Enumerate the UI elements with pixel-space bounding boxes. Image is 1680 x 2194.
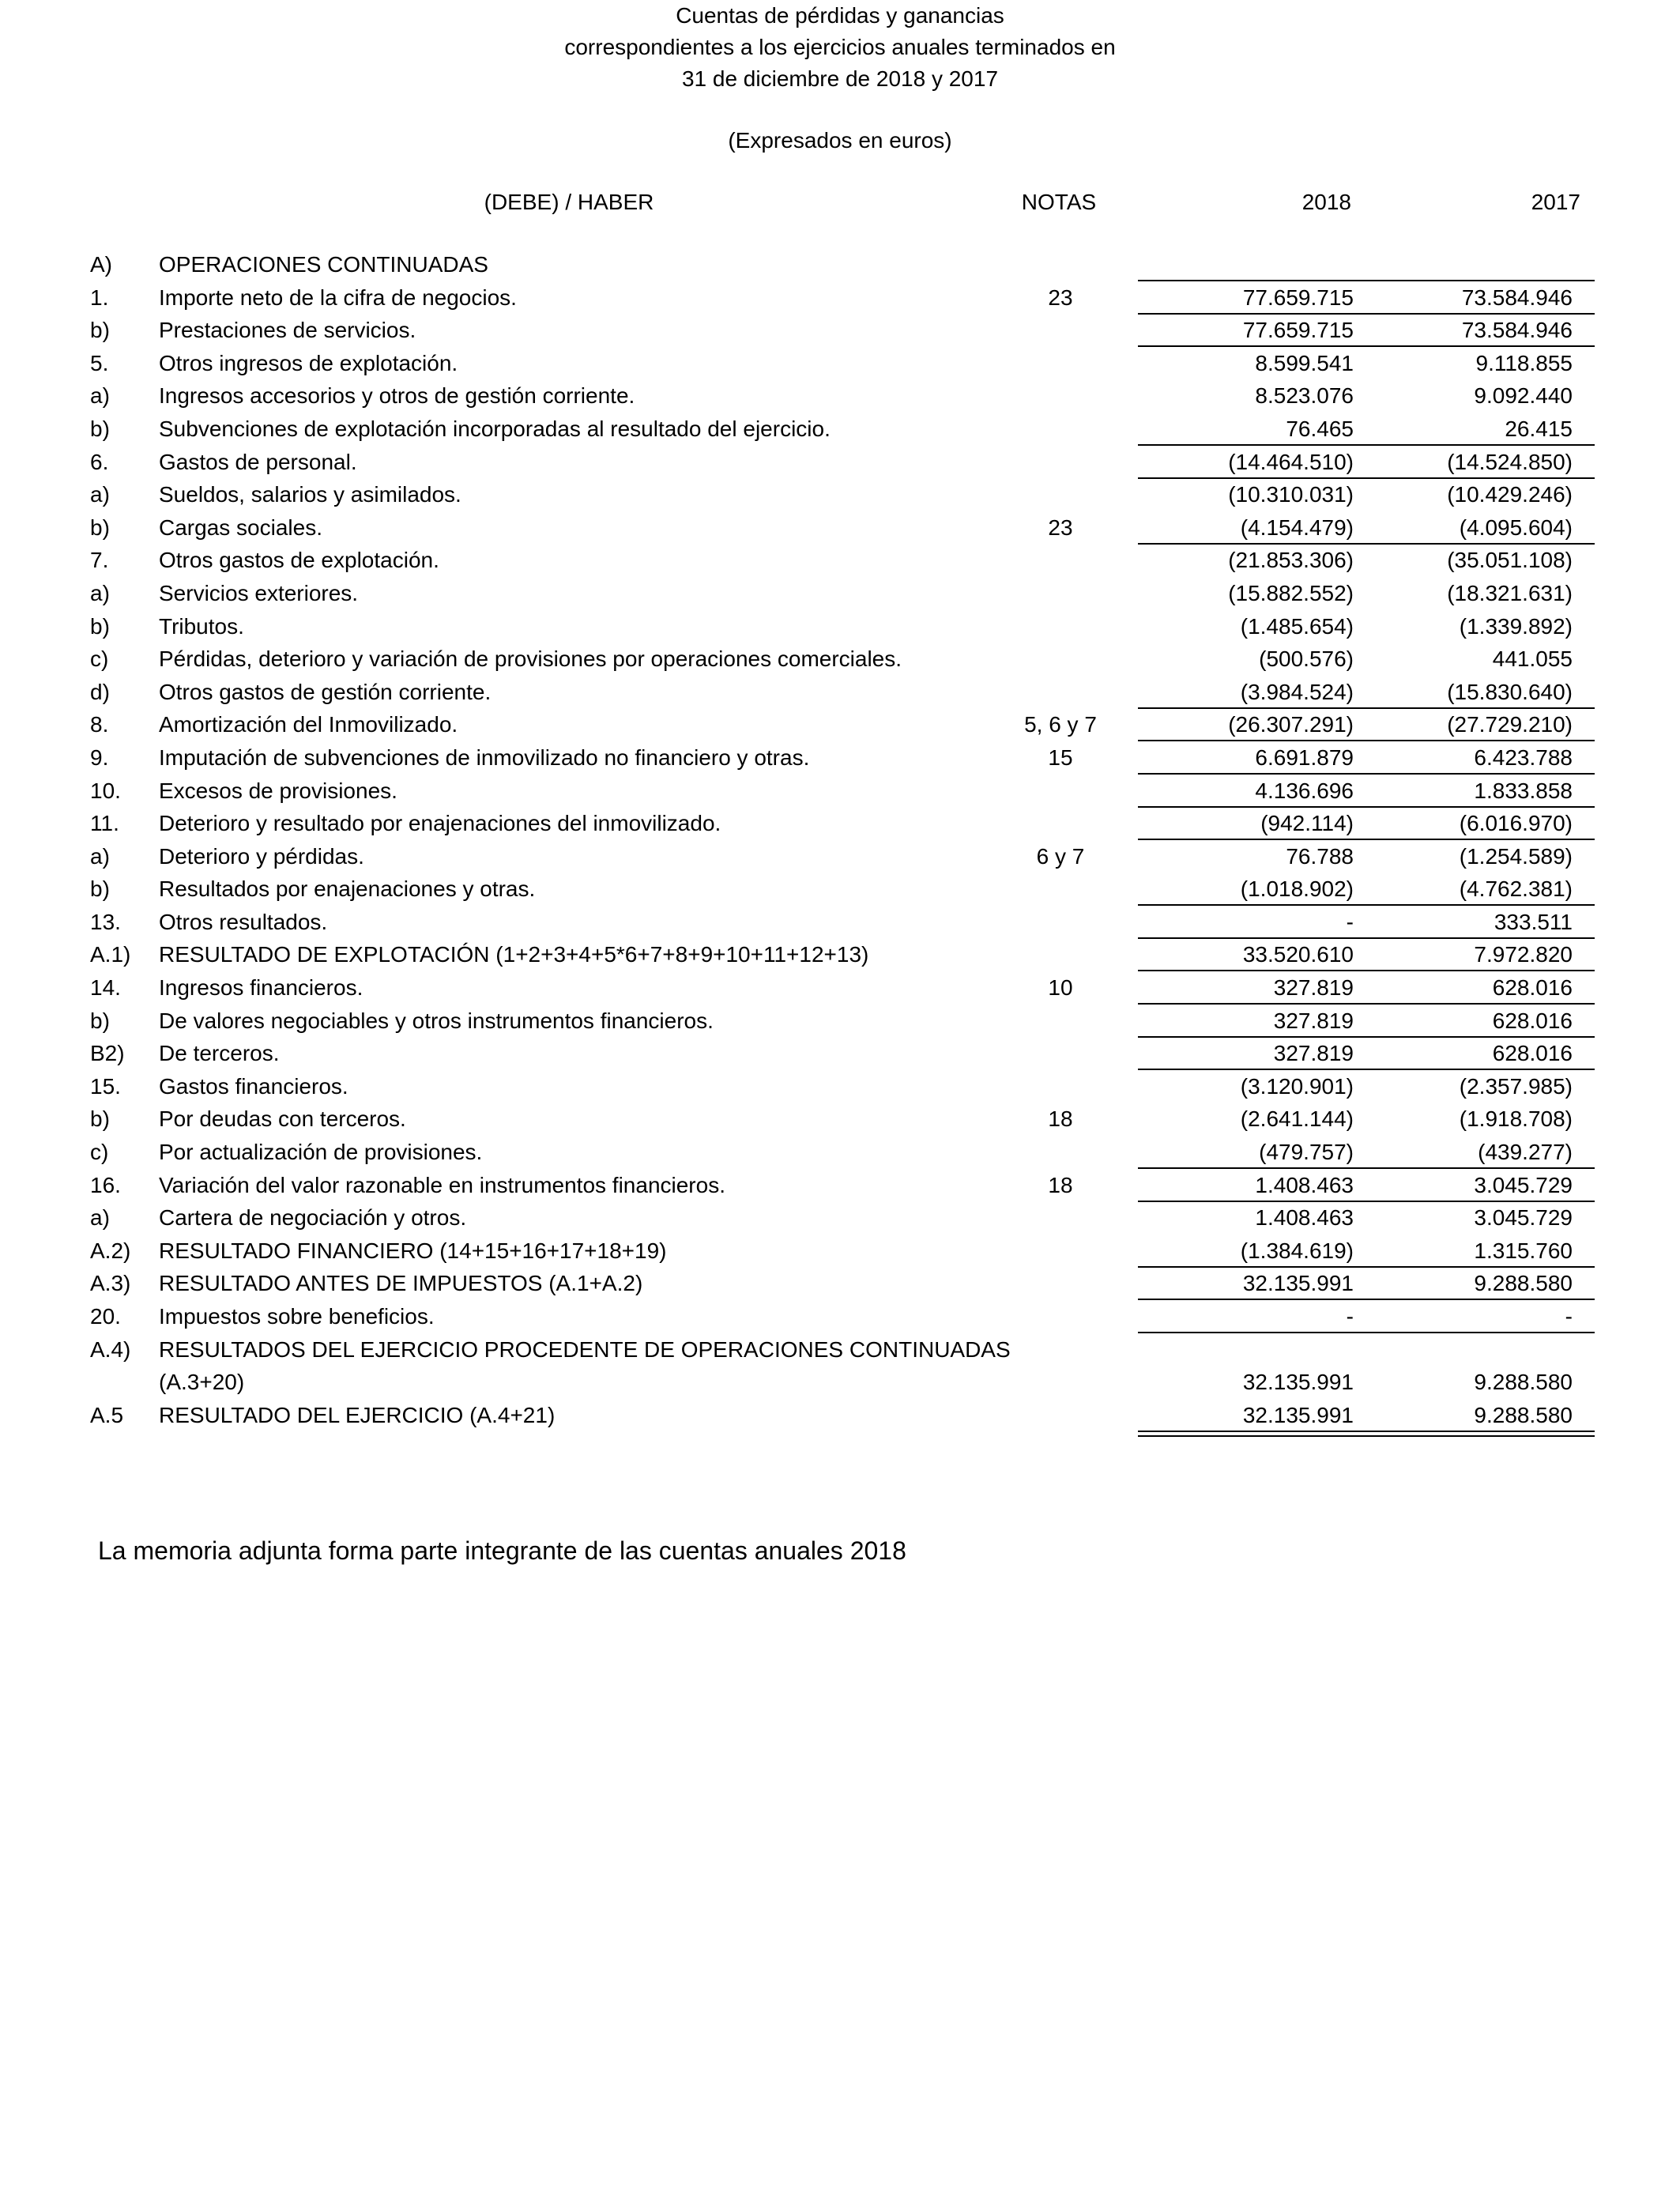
- row-value-2017: 9.118.855: [1475, 350, 1573, 375]
- row-value-2017: 441.055: [1492, 647, 1573, 672]
- row-code: a): [90, 843, 110, 869]
- rule-line: [1365, 1266, 1595, 1268]
- row-value-2018: 76.788: [1286, 843, 1354, 869]
- row-value-2017: 7.972.820: [1474, 942, 1573, 967]
- table-row: [0, 840, 1680, 873]
- row-value-2017: 6.423.788: [1474, 745, 1573, 770]
- rule-line: [1138, 1332, 1367, 1333]
- row-code: b): [90, 613, 110, 639]
- row-notas: 15: [1048, 745, 1073, 770]
- row-code: A.3): [90, 1271, 131, 1296]
- row-description: Deterioro y pérdidas.: [159, 843, 364, 869]
- rule-line: [1365, 839, 1595, 840]
- rule-line: [1365, 1167, 1595, 1169]
- table-row: [0, 577, 1680, 610]
- row-code: A.5: [90, 1402, 124, 1427]
- table-row: [0, 1333, 1680, 1399]
- row-description: Gastos financieros.: [159, 1073, 348, 1099]
- table-row: [0, 1235, 1680, 1268]
- row-value-2017: 628.016: [1492, 1008, 1573, 1033]
- row-value-2017: (15.830.640): [1447, 679, 1573, 704]
- rule-line: [1138, 444, 1367, 446]
- table-row: [0, 347, 1680, 380]
- rule-line: [1138, 970, 1367, 971]
- row-value-2018: (479.757): [1259, 1140, 1354, 1165]
- table-row: [0, 511, 1680, 545]
- row-value-2017: (4.095.604): [1459, 515, 1573, 540]
- rule-line: [1365, 477, 1595, 479]
- row-code: 10.: [90, 778, 121, 803]
- row-description: Imputación de subvenciones de inmovilizado no financiero y otras.: [159, 745, 810, 770]
- rule-line: [1138, 773, 1367, 775]
- table-row: [0, 413, 1680, 446]
- row-value-2017: 26.415: [1505, 416, 1573, 441]
- row-code: b): [90, 876, 110, 902]
- row-description: Deterioro y resultado por enajenaciones del inmovilizado.: [159, 811, 721, 836]
- row-description: RESULTADOS DEL EJERCICIO PROCEDENTE DE OPERACIONES CONTINUADAS (A.3+20): [159, 1336, 1011, 1395]
- rule-line: [1138, 740, 1367, 741]
- row-description: OPERACIONES CONTINUADAS: [159, 252, 488, 277]
- row-description: Ingresos financieros.: [159, 975, 363, 1001]
- table-row: [0, 544, 1680, 577]
- row-value-2018: 77.659.715: [1242, 318, 1354, 343]
- row-value-2017: 628.016: [1492, 1041, 1573, 1066]
- row-description: Ingresos accesorios y otros de gestión corriente.: [159, 383, 635, 409]
- row-description: Prestaciones de servicios.: [159, 318, 416, 343]
- table-row: [0, 807, 1680, 840]
- rule-line: [1138, 1036, 1367, 1038]
- row-description: De valores negociables y otros instrumentos financieros.: [159, 1008, 714, 1033]
- row-value-2018: (3.120.901): [1240, 1073, 1354, 1099]
- row-description: Importe neto de la cifra de negocios.: [159, 285, 517, 310]
- row-description: Amortización del Inmovilizado.: [159, 712, 458, 737]
- table-row: [0, 1201, 1680, 1235]
- row-description: Otros gastos de explotación.: [159, 548, 439, 573]
- row-notas: 5, 6 y 7: [1024, 712, 1097, 737]
- row-value-2018: 1.408.463: [1255, 1172, 1354, 1197]
- rule-line: [1138, 1003, 1367, 1005]
- rule-line: [1138, 1069, 1367, 1070]
- rule-line: [1365, 1069, 1595, 1070]
- row-value-2017: (14.524.850): [1447, 449, 1573, 474]
- table-row: [0, 775, 1680, 808]
- row-notas: 18: [1048, 1106, 1073, 1132]
- row-value-2018: (1.018.902): [1240, 876, 1354, 902]
- rule-line: [1365, 806, 1595, 808]
- column-header-description: (DEBE) / HABER: [484, 190, 654, 214]
- row-value-2018: 8.523.076: [1255, 383, 1354, 409]
- row-description: Excesos de provisiones.: [159, 778, 397, 803]
- table-row: [0, 906, 1680, 939]
- table-row: [0, 938, 1680, 971]
- rule-line: [1138, 1201, 1367, 1202]
- row-value-2018: (26.307.291): [1228, 712, 1354, 737]
- row-value-2018: 4.136.696: [1255, 778, 1354, 803]
- row-description: RESULTADO FINANCIERO (14+15+16+17+18+19): [159, 1238, 667, 1263]
- table-row: [0, 971, 1680, 1005]
- row-value-2018: (4.154.479): [1240, 515, 1354, 540]
- rule-line: [1365, 773, 1595, 775]
- table-row: [0, 873, 1680, 906]
- rule-line: [1365, 345, 1595, 347]
- rule-line: [1138, 477, 1367, 479]
- row-description: Subvenciones de explotación incorporadas al resultado del ejercicio.: [159, 416, 831, 441]
- row-code: b): [90, 1106, 110, 1132]
- rule-line: [1138, 806, 1367, 808]
- row-value-2017: 9.288.580: [1474, 1370, 1573, 1395]
- row-value-2017: (6.016.970): [1459, 811, 1573, 836]
- row-code: c): [90, 647, 109, 672]
- row-value-2018: (942.114): [1260, 811, 1354, 836]
- row-value-2018: -: [1346, 909, 1354, 934]
- row-notas: 10: [1048, 975, 1073, 1001]
- row-code: A.2): [90, 1238, 131, 1263]
- rule-line: [1138, 1266, 1367, 1268]
- row-value-2018: 76.465: [1286, 416, 1354, 441]
- table-row: [0, 478, 1680, 511]
- row-code: 16.: [90, 1172, 121, 1197]
- rule-line: [1138, 1431, 1367, 1432]
- row-code: 11.: [90, 811, 119, 836]
- row-code: 6.: [90, 449, 109, 474]
- row-code: b): [90, 1008, 110, 1033]
- row-value-2017: (1.254.589): [1459, 843, 1573, 869]
- row-description: RESULTADO ANTES DE IMPUESTOS (A.1+A.2): [159, 1271, 643, 1296]
- table-row: [0, 1136, 1680, 1169]
- row-value-2018: (500.576): [1259, 647, 1354, 672]
- table-row: [0, 1037, 1680, 1070]
- rule-line: [1138, 1299, 1367, 1300]
- rule-line: [1138, 543, 1367, 545]
- rule-line: [1365, 1431, 1595, 1432]
- row-code: 20.: [90, 1304, 121, 1329]
- column-header-2017: 2017: [1531, 190, 1580, 214]
- row-value-2017: (4.762.381): [1459, 876, 1573, 902]
- row-code: c): [90, 1140, 109, 1165]
- row-description: Tributos.: [159, 613, 244, 639]
- table-row: [0, 1005, 1680, 1038]
- rule-line: [1138, 839, 1367, 840]
- row-description: Por actualización de provisiones.: [159, 1140, 483, 1165]
- table-row: [0, 643, 1680, 676]
- row-value-2017: 1.833.858: [1474, 778, 1573, 803]
- row-code: d): [90, 679, 110, 704]
- row-value-2017: 3.045.729: [1474, 1172, 1573, 1197]
- row-value-2018: (1.384.619): [1240, 1238, 1354, 1263]
- row-value-2017: 628.016: [1492, 975, 1573, 1001]
- rule-line: [1138, 707, 1367, 709]
- row-value-2017: -: [1565, 1304, 1573, 1329]
- table-row: [0, 708, 1680, 741]
- row-description: Otros gastos de gestión corriente.: [159, 679, 492, 704]
- row-description: Cargas sociales.: [159, 515, 322, 540]
- report-title-line-2: correspondientes a los ejercicios anuales terminados en: [564, 35, 1116, 59]
- row-value-2017: (439.277): [1478, 1140, 1573, 1165]
- rule-line: [1365, 1299, 1595, 1300]
- rule-line: [1138, 280, 1367, 281]
- row-value-2017: (10.429.246): [1447, 482, 1573, 507]
- row-value-2018: 327.819: [1273, 1041, 1354, 1066]
- row-value-2018: (3.984.524): [1240, 679, 1354, 704]
- row-value-2018: (21.853.306): [1228, 548, 1354, 573]
- rule-line: [1365, 904, 1595, 906]
- row-value-2018: 77.659.715: [1242, 285, 1354, 310]
- row-notas: 23: [1048, 285, 1073, 310]
- table-row: [0, 281, 1680, 315]
- row-value-2017: 333.511: [1494, 909, 1573, 934]
- row-code: b): [90, 416, 110, 441]
- row-notas: 18: [1048, 1172, 1073, 1197]
- row-code: 1.: [90, 285, 109, 310]
- rule-line: [1365, 740, 1595, 741]
- income-statement-table: [0, 248, 1680, 1431]
- table-row: [0, 676, 1680, 709]
- row-value-2018: (2.641.144): [1240, 1106, 1354, 1132]
- row-code: B2): [90, 1041, 125, 1066]
- row-value-2017: (2.357.985): [1459, 1073, 1573, 1099]
- row-code: a): [90, 580, 110, 605]
- row-value-2017: (27.729.210): [1447, 712, 1573, 737]
- row-value-2018: 32.135.991: [1242, 1370, 1354, 1395]
- row-code: 15.: [90, 1073, 121, 1099]
- row-description: Pérdidas, deterioro y variación de provisiones por operaciones comerciales.: [159, 647, 902, 672]
- rule-line: [1138, 904, 1367, 906]
- row-value-2018: (1.485.654): [1240, 613, 1354, 639]
- rule-line: [1365, 1003, 1595, 1005]
- rule-line: [1365, 543, 1595, 545]
- row-notas: 6 y 7: [1036, 843, 1085, 869]
- rule-line: [1365, 1036, 1595, 1038]
- row-value-2017: 9.288.580: [1474, 1271, 1573, 1296]
- currency-subtitle: (Expresados en euros): [728, 128, 952, 153]
- row-description: Por deudas con terceros.: [159, 1106, 406, 1132]
- row-value-2018: (14.464.510): [1228, 449, 1354, 474]
- row-value-2017: 3.045.729: [1474, 1205, 1573, 1231]
- row-description: RESULTADO DE EXPLOTACIÓN (1+2+3+4+5*6+7+8+9+10+11+12+13): [159, 942, 869, 967]
- table-row: [0, 446, 1680, 479]
- table-row: [0, 1267, 1680, 1300]
- row-description: Otros ingresos de explotación.: [159, 350, 458, 375]
- rule-line: [1138, 345, 1367, 347]
- row-value-2018: 32.135.991: [1242, 1271, 1354, 1296]
- row-code: b): [90, 515, 110, 540]
- row-value-2017: (18.321.631): [1447, 580, 1573, 605]
- row-value-2018: 327.819: [1273, 1008, 1354, 1033]
- table-row: [0, 1300, 1680, 1333]
- row-code: A): [90, 252, 112, 277]
- column-header-notas: NOTAS: [1021, 190, 1097, 214]
- row-value-2018: 32.135.991: [1242, 1402, 1354, 1427]
- row-value-2018: -: [1346, 1304, 1354, 1329]
- table-row: [0, 1399, 1680, 1432]
- row-value-2017: 73.584.946: [1461, 318, 1573, 343]
- row-description: Gastos de personal.: [159, 449, 357, 474]
- rule-line: [1365, 1332, 1595, 1333]
- rule-line: [1365, 937, 1595, 939]
- double-rule-line: [1138, 1435, 1595, 1437]
- row-code: A.4): [90, 1336, 131, 1362]
- row-description: Otros resultados.: [159, 909, 328, 934]
- row-value-2018: 33.520.610: [1242, 942, 1354, 967]
- rule-line: [1365, 970, 1595, 971]
- row-description: Impuestos sobre beneficios.: [159, 1304, 435, 1329]
- row-value-2018: 8.599.541: [1255, 350, 1354, 375]
- row-value-2017: (1.339.892): [1459, 613, 1573, 639]
- rule-line: [1365, 707, 1595, 709]
- rule-line: [1365, 444, 1595, 446]
- column-header-2018: 2018: [1301, 190, 1351, 214]
- rule-line: [1138, 313, 1367, 315]
- table-row: [0, 1169, 1680, 1202]
- row-value-2017: (1.918.708): [1459, 1106, 1573, 1132]
- row-value-2017: (35.051.108): [1447, 548, 1573, 573]
- rule-line: [1138, 1167, 1367, 1169]
- row-value-2018: (10.310.031): [1228, 482, 1354, 507]
- rule-line: [1365, 1201, 1595, 1202]
- row-code: A.1): [90, 942, 131, 967]
- table-row: [0, 314, 1680, 347]
- row-code: 13.: [90, 909, 121, 934]
- row-value-2017: 9.288.580: [1474, 1402, 1573, 1427]
- row-code: a): [90, 1205, 110, 1231]
- row-description: Cartera de negociación y otros.: [159, 1205, 467, 1231]
- row-value-2018: 1.408.463: [1255, 1205, 1354, 1231]
- row-description: RESULTADO DEL EJERCICIO (A.4+21): [159, 1402, 556, 1427]
- row-description: Variación del valor razonable en instrumentos financieros.: [159, 1172, 725, 1197]
- table-row: [0, 1103, 1680, 1136]
- row-value-2017: 73.584.946: [1461, 285, 1573, 310]
- row-description: Servicios exteriores.: [159, 580, 359, 605]
- row-code: 14.: [90, 975, 121, 1001]
- row-code: b): [90, 318, 110, 343]
- rule-line: [1365, 313, 1595, 315]
- report-title: Cuentas de pérdidas y ganancias: [676, 3, 1004, 28]
- table-row: [0, 1070, 1680, 1103]
- rule-line: [1365, 280, 1595, 281]
- row-code: 7.: [90, 548, 109, 573]
- row-value-2017: 9.092.440: [1474, 383, 1573, 409]
- row-description: Sueldos, salarios y asimilados.: [159, 482, 461, 507]
- row-code: 5.: [90, 350, 109, 375]
- report-title-line-3: 31 de diciembre de 2018 y 2017: [681, 66, 999, 91]
- table-row: [0, 248, 1680, 281]
- row-value-2018: 6.691.879: [1255, 745, 1354, 770]
- table-row: [0, 741, 1680, 775]
- report-header: [0, 0, 1680, 95]
- row-description: Resultados por enajenaciones y otras.: [159, 876, 536, 902]
- table-row: [0, 379, 1680, 413]
- row-notas: 23: [1048, 515, 1073, 540]
- row-code: 8.: [90, 712, 109, 737]
- table-row: [0, 610, 1680, 643]
- row-description: De terceros.: [159, 1041, 280, 1066]
- row-value-2017: 1.315.760: [1474, 1238, 1573, 1263]
- row-code: a): [90, 482, 110, 507]
- row-code: 9.: [90, 745, 109, 770]
- row-value-2018: (15.882.552): [1228, 580, 1354, 605]
- row-code: a): [90, 383, 110, 409]
- rule-line: [1138, 937, 1367, 939]
- footer-note: La memoria adjunta forma parte integrante de las cuentas anuales 2018: [98, 1536, 906, 1565]
- row-value-2018: 327.819: [1273, 975, 1354, 1001]
